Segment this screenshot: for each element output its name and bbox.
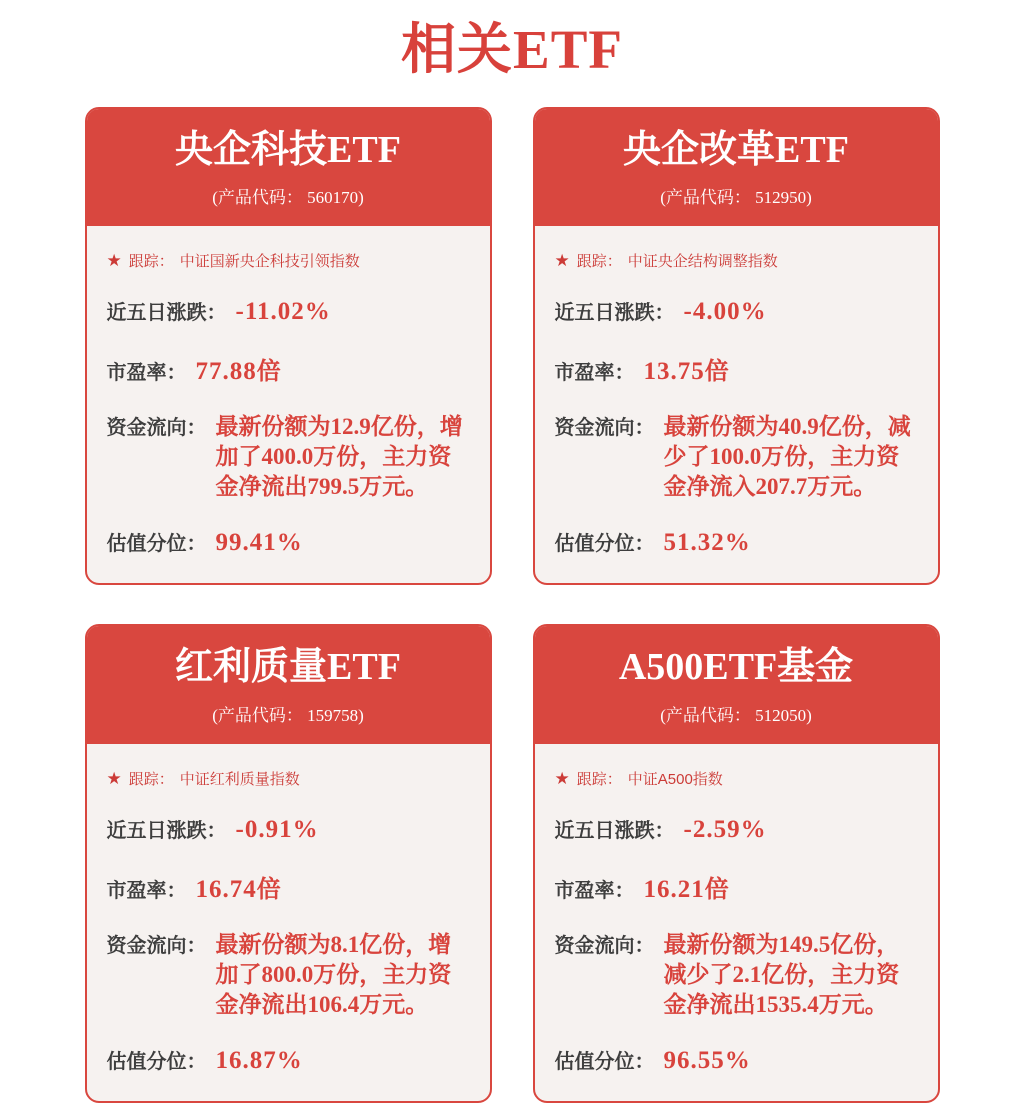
five-day-change-row [107, 814, 470, 844]
valuation-percentile-value: 96.55% [663, 1046, 751, 1074]
valuation-percentile-row [555, 1045, 918, 1075]
etf-name: 红利质量ETF [175, 646, 401, 689]
fund-flow-row [555, 929, 918, 1020]
five-day-change-value: -2.59% [683, 815, 767, 843]
etf-card-header [87, 626, 490, 744]
etf-product-code: (产品代码： 560170) [212, 188, 364, 208]
tracking-label: 跟踪： [128, 253, 174, 271]
etf-card-body [535, 226, 938, 583]
five-day-change-row [555, 814, 918, 844]
star-icon: ★ [554, 768, 570, 788]
valuation-percentile-label: 估值分位： [106, 1050, 207, 1073]
fund-flow-label: 资金流向： [106, 417, 207, 440]
five-day-change-value: -0.91% [235, 815, 319, 843]
fund-flow-row [107, 411, 470, 502]
etf-card-body [535, 744, 938, 1101]
tracking-index-name: 中证A500指数 [627, 770, 723, 788]
tracking-row [107, 768, 470, 789]
five-day-change-row [555, 296, 918, 326]
fund-flow-text: 最新份额为12.9亿份，增加了400.0万份，主力资金净流出799.5万元。 [215, 414, 463, 500]
five-day-change-label: 近五日涨跌： [554, 819, 675, 842]
etf-name: 央企改革ETF [623, 128, 849, 171]
star-icon: ★ [106, 251, 122, 271]
etf-card [85, 107, 492, 586]
valuation-percentile-label: 估值分位： [554, 1050, 655, 1073]
star-icon: ★ [106, 768, 122, 788]
tracking-row [555, 768, 918, 789]
etf-product-code: (产品代码： 512050) [660, 705, 812, 725]
tracking-index-name: 中证红利质量指数 [179, 770, 300, 788]
five-day-change-label: 近五日涨跌： [106, 819, 227, 842]
etf-product-code: (产品代码： 512950) [660, 188, 812, 208]
valuation-percentile-row [555, 527, 918, 557]
pe-ratio-label: 市盈率： [554, 879, 635, 902]
tracking-index-name: 中证央企结构调整指数 [627, 253, 778, 271]
etf-card-header [535, 109, 938, 227]
etf-product-code: (产品代码： 159758) [212, 705, 364, 725]
etf-card-header [87, 109, 490, 227]
pe-ratio-unit: 倍 [704, 875, 729, 903]
etf-card [85, 624, 492, 1103]
five-day-change-label: 近五日涨跌： [554, 302, 675, 325]
pe-ratio-row [555, 869, 918, 904]
fund-flow-label: 资金流向： [554, 417, 655, 440]
five-day-change-label: 近五日涨跌： [106, 302, 227, 325]
tracking-row [555, 250, 918, 271]
page-title: 相关ETF [401, 19, 623, 80]
fund-flow-text: 最新份额为8.1亿份，增加了800.0万份，主力资金净流出106.4万元。 [215, 931, 452, 1017]
five-day-change-row [107, 296, 470, 326]
etf-card-body [87, 226, 490, 583]
fund-flow-text: 最新份额为40.9亿份，减少了100.0万份，主力资金净流入207.7万元。 [663, 414, 911, 500]
tracking-row [107, 250, 470, 271]
pe-ratio-row [555, 351, 918, 386]
fund-flow-row [107, 929, 470, 1020]
star-icon: ★ [554, 251, 570, 271]
etf-name: A500ETF基金 [618, 646, 854, 689]
pe-ratio-value: 16.74 [195, 875, 257, 903]
fund-flow-label: 资金流向： [554, 934, 655, 957]
pe-ratio-unit: 倍 [256, 358, 281, 386]
tracking-index-name: 中证国新央企科技引领指数 [179, 253, 360, 271]
valuation-percentile-row [107, 1045, 470, 1075]
fund-flow-label: 资金流向： [106, 934, 207, 957]
pe-ratio-label: 市盈率： [554, 362, 635, 385]
etf-card-header [535, 626, 938, 744]
fund-flow-text: 最新份额为149.5亿份，减少了2.1亿份，主力资金净流出1535.4万元。 [663, 931, 900, 1017]
valuation-percentile-value: 99.41% [215, 529, 303, 557]
pe-ratio-row [107, 351, 470, 386]
pe-ratio-value: 16.21 [643, 875, 705, 903]
valuation-percentile-label: 估值分位： [106, 533, 207, 556]
pe-ratio-value: 77.88 [195, 358, 257, 386]
tracking-label: 跟踪： [576, 770, 622, 788]
pe-ratio-unit: 倍 [704, 358, 729, 386]
valuation-percentile-value: 51.32% [663, 529, 751, 557]
valuation-percentile-value: 16.87% [215, 1046, 303, 1074]
pe-ratio-label: 市盈率： [106, 362, 187, 385]
valuation-percentile-row [107, 527, 470, 557]
pe-ratio-unit: 倍 [256, 875, 281, 903]
five-day-change-value: -4.00% [683, 298, 767, 326]
tracking-label: 跟踪： [576, 253, 622, 271]
fund-flow-row [555, 411, 918, 502]
pe-ratio-value: 13.75 [643, 358, 705, 386]
etf-card-grid [0, 107, 1024, 1103]
etf-name: 央企科技ETF [175, 128, 401, 171]
pe-ratio-row [107, 869, 470, 904]
five-day-change-value: -11.02% [235, 298, 331, 326]
tracking-label: 跟踪： [128, 770, 174, 788]
etf-card [533, 107, 940, 586]
etf-card [533, 624, 940, 1103]
valuation-percentile-label: 估值分位： [554, 533, 655, 556]
pe-ratio-label: 市盈率： [106, 879, 187, 902]
etf-card-body [87, 744, 490, 1101]
